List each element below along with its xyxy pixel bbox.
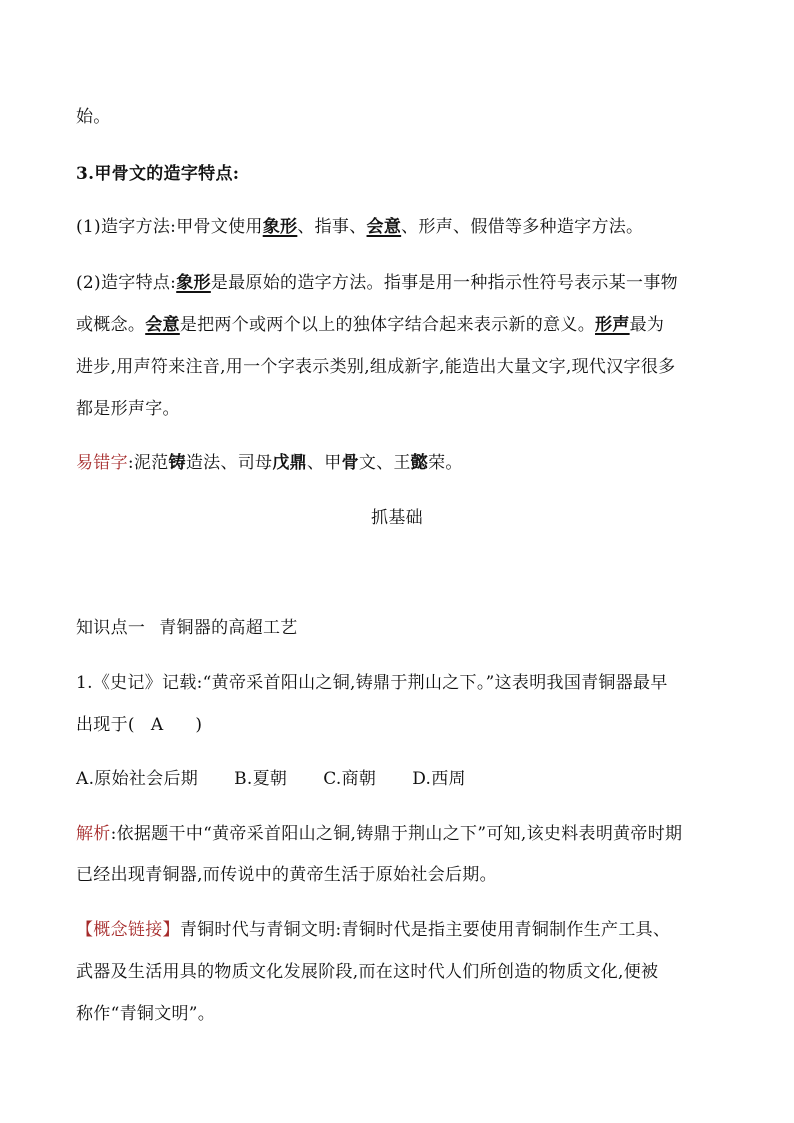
- knowledge-point-title: 青铜器的高超工艺: [159, 618, 298, 638]
- option-c: C.商朝: [323, 769, 377, 789]
- concept-link-text: 武器及生活用具的物质文化发展阶段,而在这时代人们所创造的物质文化,便被: [76, 962, 659, 982]
- concept-link-line2: [76, 961, 726, 983]
- analysis-line1: [76, 823, 726, 845]
- feature-text: 进步,用声符来注音,用一个字表示类别,组成新字,能造出大量文字,现代汉字很多: [76, 357, 676, 377]
- knowledge-point-heading: [76, 617, 726, 639]
- paragraph-method: [76, 216, 726, 238]
- method-text: 、形声、假借等多种造字方法。: [401, 217, 644, 237]
- error-text: 文、王: [358, 453, 411, 473]
- key-term-phonogram: 形声: [595, 315, 630, 335]
- feature-text: 或概念。: [76, 315, 146, 335]
- heading-oracle-features: [76, 163, 726, 185]
- option-b: B.夏朝: [234, 769, 288, 789]
- feature-text: 是把两个或两个以上的独体字结合起来表示新的意义。: [179, 315, 596, 335]
- analysis-text: :依据题干中“黄帝采首阳山之铜,铸鼎于荆山之下”可知,该史料表明黄帝时期: [110, 824, 683, 844]
- error-text: 荣。: [428, 453, 463, 473]
- error-char: 戊鼎: [272, 453, 307, 473]
- error-char: 懿: [410, 453, 429, 473]
- question-text: 出现于(: [76, 715, 135, 735]
- error-label: 易错字: [76, 453, 128, 473]
- method-text: 、指事、: [297, 217, 367, 237]
- paragraph-features-line1: [76, 272, 726, 294]
- error-char: 骨: [341, 453, 359, 473]
- text-line-continuation: [76, 106, 726, 128]
- key-term-pictograph: 象形: [262, 217, 298, 237]
- analysis-text: 已经出现青铜器,而传说中的黄帝生活于原始社会后期。: [76, 865, 497, 885]
- error-char: 铸: [168, 453, 186, 473]
- concept-link-line1: [76, 919, 726, 941]
- option-d: D.西周: [412, 769, 466, 789]
- analysis-label: 解析: [76, 824, 111, 844]
- feature-text: 最为: [629, 315, 665, 335]
- knowledge-point-number: 知识点一: [76, 618, 146, 638]
- line-text: 始。: [76, 107, 111, 127]
- error-text: 造法、司母: [185, 453, 273, 473]
- question-text: ): [195, 715, 203, 735]
- concept-link-text: 青铜时代与青铜文明:青铜时代是指主要使用青铜制作生产工具、: [179, 920, 671, 940]
- feature-text: 是最原始的造字方法。指事是用一种指示性符号表示某一事物: [210, 273, 678, 293]
- question-1-options: [76, 768, 726, 790]
- key-term-ideograph: 会意: [145, 315, 180, 335]
- feature-text: (2)造字特点:: [76, 273, 177, 293]
- question-1-line2: [76, 714, 726, 736]
- key-term-ideograph: 会意: [366, 217, 402, 237]
- concept-link-text: 称作“青铜文明”。: [76, 1004, 216, 1024]
- section-title: [0, 507, 794, 529]
- analysis-line2: [76, 864, 726, 886]
- paragraph-features-line2: [76, 314, 726, 336]
- question-answer: A: [150, 715, 164, 735]
- section-title-text: 抓基础: [371, 508, 423, 528]
- concept-link-line3: [76, 1003, 726, 1025]
- question-1-line1: [76, 672, 726, 694]
- paragraph-features-line4: [76, 398, 726, 420]
- error-text: :泥范: [127, 453, 169, 473]
- key-term-pictograph: 象形: [176, 273, 211, 293]
- option-a: A.原始社会后期: [76, 769, 199, 789]
- paragraph-features-line3: [76, 356, 726, 378]
- question-text: 1.《史记》记载:“黄帝采首阳山之铜,铸鼎于荆山之下。”这表明我国青铜器最早: [76, 673, 668, 693]
- error-text: 、甲: [306, 453, 342, 473]
- heading-text: 3.甲骨文的造字特点:: [76, 164, 240, 184]
- error-prone-characters: [76, 452, 726, 474]
- concept-link-label: 【概念链接】: [76, 920, 180, 940]
- method-text: (1)造字方法:甲骨文使用: [76, 217, 263, 237]
- feature-text: 都是形声字。: [76, 399, 180, 419]
